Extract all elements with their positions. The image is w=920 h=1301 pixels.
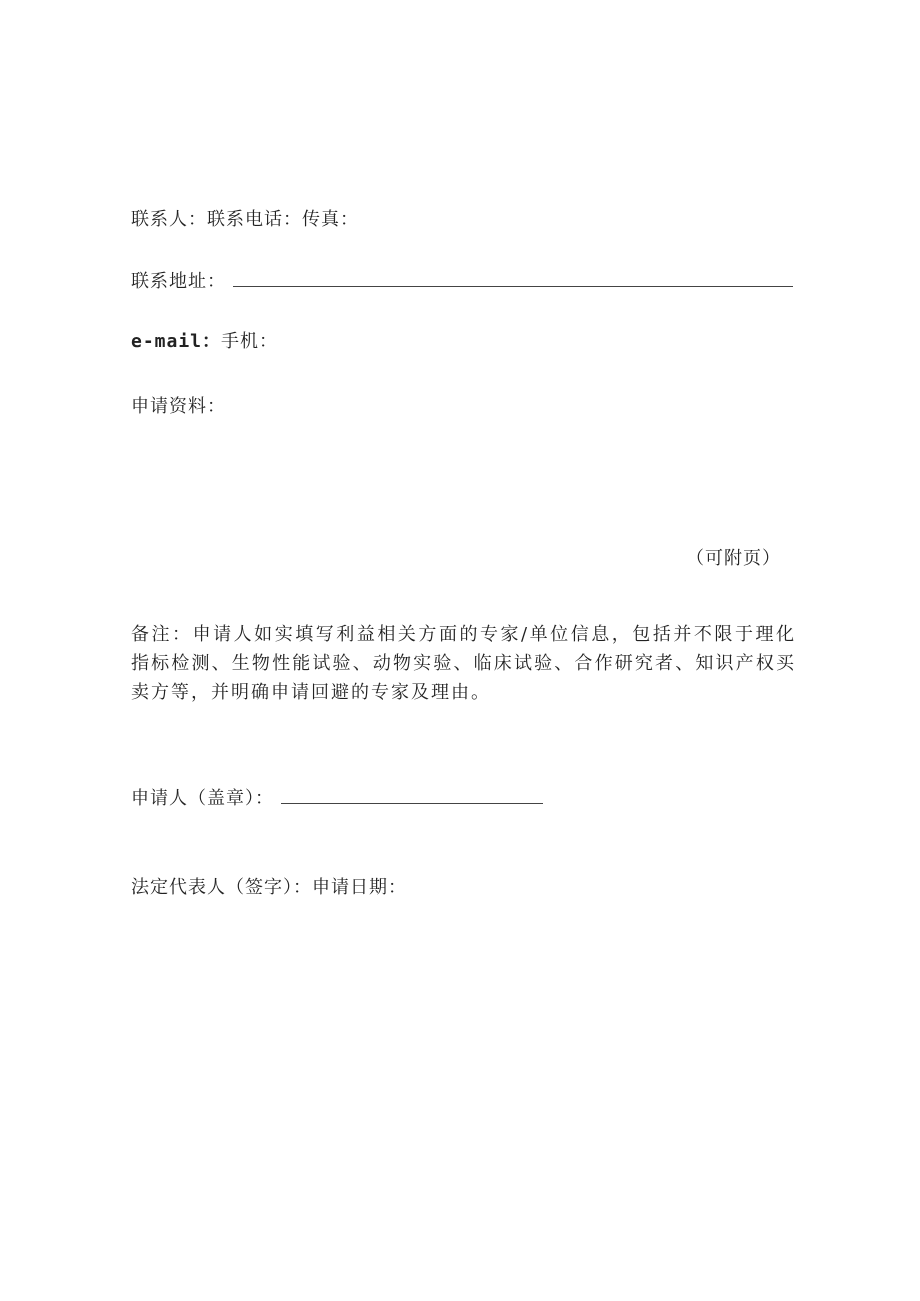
attach-note: （可附页） bbox=[686, 548, 781, 569]
mobile-label: 手机： bbox=[221, 331, 279, 352]
remarks-paragraph: 备注：申请人如实填写利益相关方面的专家/单位信息，包括并不限于理化指标检测、生物性能试验、动物实验、临床试验、合作研究者、知识产权买卖方等，并明确申请回避的专家及理由。 bbox=[131, 624, 796, 703]
applicant-seal-label: 申请人（盖章）： bbox=[131, 788, 274, 809]
legal-rep-line bbox=[131, 877, 407, 899]
address-label: 联系地址： bbox=[131, 271, 226, 292]
apply-date-label: 申请日期： bbox=[312, 877, 407, 898]
materials-label: 申请资料： bbox=[131, 396, 226, 417]
contact-line bbox=[131, 209, 359, 231]
address-line bbox=[131, 270, 793, 293]
contact-person-label: 联系人： bbox=[131, 209, 207, 230]
applicant-line bbox=[131, 787, 543, 810]
email-line bbox=[131, 331, 278, 353]
legal-rep-label: 法定代表人（签字）： bbox=[131, 877, 312, 898]
email-label: e-mail： bbox=[131, 331, 222, 352]
fax-label: 传真： bbox=[302, 209, 359, 230]
applicant-blank-underline bbox=[281, 787, 543, 804]
address-blank-underline bbox=[233, 270, 793, 287]
contact-phone-label: 联系电话： bbox=[207, 209, 302, 230]
